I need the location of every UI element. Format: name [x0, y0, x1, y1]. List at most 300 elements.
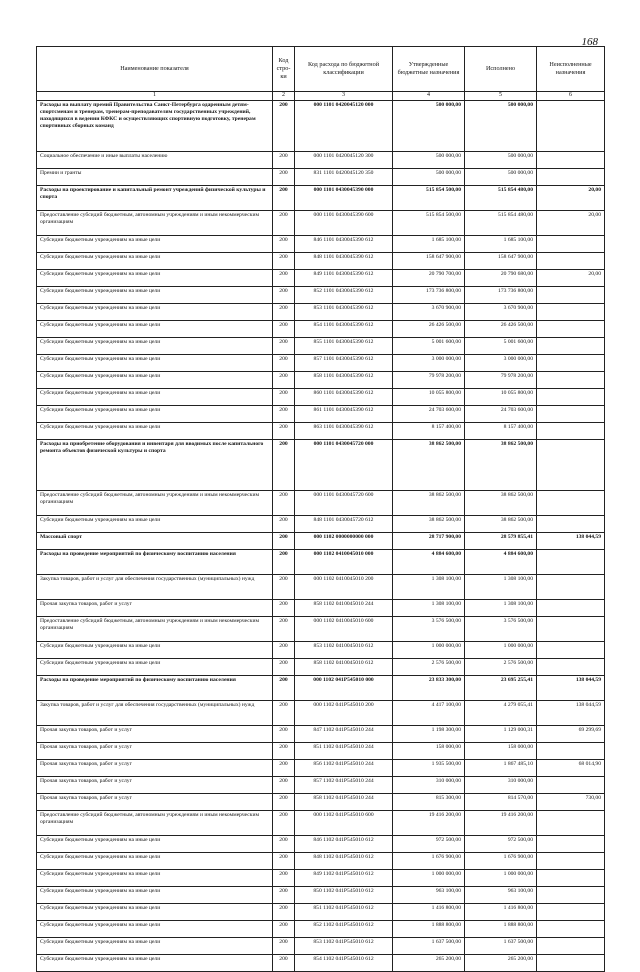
- row-line-code: 200: [273, 617, 295, 642]
- table-row: [37, 186, 605, 211]
- row-executed: 500 000,00: [465, 152, 537, 169]
- row-name: Прочая закупка товаров, работ и услуг: [37, 794, 273, 811]
- table-row: [37, 287, 605, 304]
- row-class-code: 000 1102 0000000000 000: [295, 533, 393, 550]
- row-executed: 963 100,00: [465, 887, 537, 904]
- row-approved: 1 637 500,00: [393, 938, 465, 955]
- row-unexecuted: [537, 152, 605, 169]
- row-unexecuted: [537, 938, 605, 955]
- row-class-code: 858 1101 0430045390 612: [295, 372, 393, 389]
- table-row: [37, 211, 605, 236]
- table-row: [37, 270, 605, 287]
- row-approved: 1 000 000,00: [393, 642, 465, 659]
- row-unexecuted: 20,00: [537, 211, 605, 236]
- row-class-code: 000 1102 0410045010 000: [295, 550, 393, 575]
- row-class-code: 000 1101 0430045390 600: [295, 211, 393, 236]
- row-class-code: 850 1102 041P545010 612: [295, 887, 393, 904]
- row-name: Субсидии бюджетным учреждениям на иные цели: [37, 904, 273, 921]
- row-name: Прочая закупка товаров, работ и услуг: [37, 743, 273, 760]
- row-name: Субсидии бюджетным учреждениям на иные цели: [37, 887, 273, 904]
- row-unexecuted: [537, 904, 605, 921]
- table-row: [37, 533, 605, 550]
- row-unexecuted: [537, 811, 605, 836]
- row-class-code: 861 1101 0430045390 612: [295, 406, 393, 423]
- header-approved: Утвержденные бюджетные назначения: [393, 47, 465, 92]
- row-executed: 515 854 480,00: [465, 186, 537, 211]
- row-approved: 38 862 500,00: [393, 440, 465, 491]
- row-approved: 815 300,00: [393, 794, 465, 811]
- row-executed: 265 200,00: [465, 955, 537, 972]
- row-approved: 28 717 900,00: [393, 533, 465, 550]
- row-name: Субсидии бюджетным учреждениям на иные цели: [37, 236, 273, 253]
- row-line-code: 200: [273, 304, 295, 321]
- row-executed: 4 279 055,41: [465, 701, 537, 726]
- row-executed: 1 416 800,00: [465, 904, 537, 921]
- row-unexecuted: [537, 642, 605, 659]
- row-line-code: 200: [273, 253, 295, 270]
- table-row: [37, 726, 605, 743]
- row-line-code: 200: [273, 870, 295, 887]
- row-name: Субсидии бюджетным учреждениям на иные цели: [37, 642, 273, 659]
- row-name: Субсидии бюджетным учреждениям на иные цели: [37, 853, 273, 870]
- row-executed: 1 676 900,00: [465, 853, 537, 870]
- row-approved: 38 862 500,00: [393, 516, 465, 533]
- table-body: [37, 101, 605, 972]
- row-class-code: 852 1101 0430045390 612: [295, 287, 393, 304]
- row-line-code: 200: [273, 600, 295, 617]
- row-unexecuted: 20,00: [537, 270, 605, 287]
- row-name: Прочая закупка товаров, работ и услуг: [37, 760, 273, 777]
- row-approved: 1 308 100,00: [393, 600, 465, 617]
- row-approved: 4 884 600,00: [393, 550, 465, 575]
- row-approved: 38 862 500,00: [393, 491, 465, 516]
- row-executed: 515 854 480,00: [465, 211, 537, 236]
- row-approved: 1 676 900,00: [393, 853, 465, 870]
- row-approved: 515 854 500,00: [393, 186, 465, 211]
- table-row: [37, 853, 605, 870]
- row-executed: 8 157 400,00: [465, 423, 537, 440]
- row-name: Расходы на проведение мероприятий по физическому воспитанию населения: [37, 550, 273, 575]
- row-line-code: 200: [273, 355, 295, 372]
- row-class-code: 846 1101 0430045390 612: [295, 236, 393, 253]
- row-approved: 1 935 500,00: [393, 760, 465, 777]
- table-row: [37, 355, 605, 372]
- row-class-code: 851 1102 041P545010 244: [295, 743, 393, 760]
- table-row: [37, 921, 605, 938]
- row-unexecuted: 20,00: [537, 186, 605, 211]
- row-line-code: 200: [273, 550, 295, 575]
- table-row: [37, 955, 605, 972]
- row-approved: 3 576 500,00: [393, 617, 465, 642]
- row-executed: 26 426 500,00: [465, 321, 537, 338]
- row-approved: 1 308 100,00: [393, 575, 465, 600]
- row-class-code: 000 1101 0430045720 600: [295, 491, 393, 516]
- row-line-code: 200: [273, 777, 295, 794]
- table-row: [37, 491, 605, 516]
- row-approved: 158 000,00: [393, 743, 465, 760]
- row-name: Субсидии бюджетным учреждениям на иные цели: [37, 836, 273, 853]
- table-row: [37, 600, 605, 617]
- row-executed: 972 500,00: [465, 836, 537, 853]
- row-unexecuted: [537, 836, 605, 853]
- row-executed: 814 570,00: [465, 794, 537, 811]
- row-line-code: 200: [273, 321, 295, 338]
- table-row: [37, 321, 605, 338]
- row-name: Предоставление субсидий бюджетным, автономным учреждениям и иным некоммерческим организациям: [37, 811, 273, 836]
- row-approved: 1 685 100,00: [393, 236, 465, 253]
- row-unexecuted: [537, 101, 605, 152]
- budget-execution-table: [36, 46, 605, 972]
- row-class-code: 852 1102 041P545010 612: [295, 921, 393, 938]
- row-approved: 2 576 500,00: [393, 659, 465, 676]
- row-executed: 23 695 255,41: [465, 676, 537, 701]
- row-approved: 265 200,00: [393, 955, 465, 972]
- row-approved: 20 790 700,00: [393, 270, 465, 287]
- row-executed: 310 000,00: [465, 777, 537, 794]
- table-row: [37, 659, 605, 676]
- row-approved: 963 100,00: [393, 887, 465, 904]
- row-executed: 1 888 800,00: [465, 921, 537, 938]
- row-unexecuted: 138 044,59: [537, 701, 605, 726]
- row-line-code: 200: [273, 921, 295, 938]
- table-row: [37, 575, 605, 600]
- row-line-code: 200: [273, 186, 295, 211]
- row-approved: 23 833 300,00: [393, 676, 465, 701]
- row-name: Субсидии бюджетным учреждениям на иные цели: [37, 406, 273, 423]
- row-name: Социальное обеспечение и иные выплаты населению: [37, 152, 273, 169]
- row-unexecuted: [537, 287, 605, 304]
- row-unexecuted: [537, 406, 605, 423]
- row-executed: 158 647 900,00: [465, 253, 537, 270]
- row-class-code: 863 1101 0430045390 612: [295, 423, 393, 440]
- row-name: Расходы на выплату премий Правительства Санкт-Петербурга одаренным детям-спортсменам и тренерам, тренерам-преподавателям государственных учреждений, находящихся в ведении КФКС и осуществляющих спортивную подготовку, тренерам спортивных сборных команд: [37, 101, 273, 152]
- row-class-code: 857 1102 041P545010 244: [295, 777, 393, 794]
- row-approved: 24 703 600,00: [393, 406, 465, 423]
- row-approved: 10 055 800,00: [393, 389, 465, 406]
- table-row: [37, 836, 605, 853]
- row-name: Субсидии бюджетным учреждениям на иные цели: [37, 355, 273, 372]
- row-name: Массовый спорт: [37, 533, 273, 550]
- row-executed: 38 862 500,00: [465, 516, 537, 533]
- row-approved: 500 000,00: [393, 101, 465, 152]
- row-unexecuted: 138 044,59: [537, 533, 605, 550]
- row-approved: 972 500,00: [393, 836, 465, 853]
- row-approved: 19 416 200,00: [393, 811, 465, 836]
- row-line-code: 200: [273, 533, 295, 550]
- row-unexecuted: [537, 321, 605, 338]
- row-executed: 1 308 100,00: [465, 600, 537, 617]
- row-approved: 1 198 300,00: [393, 726, 465, 743]
- row-class-code: 848 1101 0430045390 612: [295, 253, 393, 270]
- row-executed: 1 308 100,00: [465, 575, 537, 600]
- row-executed: 24 703 600,00: [465, 406, 537, 423]
- row-executed: 1 685 100,00: [465, 236, 537, 253]
- row-class-code: 849 1102 041P545010 612: [295, 870, 393, 887]
- row-name: Субсидии бюджетным учреждениям на иные цели: [37, 321, 273, 338]
- row-line-code: 200: [273, 389, 295, 406]
- row-unexecuted: [537, 955, 605, 972]
- row-unexecuted: [537, 921, 605, 938]
- column-number: 6: [537, 92, 605, 101]
- row-name: Субсидии бюджетным учреждениям на иные цели: [37, 338, 273, 355]
- row-executed: 20 790 680,00: [465, 270, 537, 287]
- table-row: [37, 372, 605, 389]
- column-number: 3: [295, 92, 393, 101]
- table-row: [37, 152, 605, 169]
- row-name: Расходы на проектирование и капитальный ремонт учреждений физической культуры и спорта: [37, 186, 273, 211]
- table-row: [37, 236, 605, 253]
- row-name: Субсидии бюджетным учреждениям на иные цели: [37, 389, 273, 406]
- table-row: [37, 550, 605, 575]
- row-line-code: 200: [273, 152, 295, 169]
- row-unexecuted: [537, 777, 605, 794]
- row-executed: 28 579 855,41: [465, 533, 537, 550]
- row-approved: 1 416 800,00: [393, 904, 465, 921]
- row-executed: 158 000,00: [465, 743, 537, 760]
- row-unexecuted: [537, 887, 605, 904]
- row-line-code: 200: [273, 955, 295, 972]
- header-class-code: Код расхода по бюджетной классификации: [295, 47, 393, 92]
- row-name: Прочая закупка товаров, работ и услуг: [37, 777, 273, 794]
- row-unexecuted: [537, 253, 605, 270]
- row-class-code: 000 1102 041P545010 200: [295, 701, 393, 726]
- column-number: 1: [37, 92, 273, 101]
- row-unexecuted: [537, 304, 605, 321]
- row-class-code: 000 1102 041P545010 600: [295, 811, 393, 836]
- row-line-code: 200: [273, 440, 295, 491]
- row-class-code: 855 1101 0430045390 612: [295, 338, 393, 355]
- row-unexecuted: 138 044,59: [537, 676, 605, 701]
- row-executed: 500 000,00: [465, 101, 537, 152]
- row-unexecuted: 68 014,90: [537, 760, 605, 777]
- table-row: [37, 794, 605, 811]
- row-line-code: 200: [273, 236, 295, 253]
- row-name: Субсидии бюджетным учреждениям на иные цели: [37, 423, 273, 440]
- row-line-code: 200: [273, 372, 295, 389]
- row-unexecuted: [537, 743, 605, 760]
- row-line-code: 200: [273, 169, 295, 186]
- table-row: [37, 516, 605, 533]
- row-class-code: 851 1102 041P545010 612: [295, 904, 393, 921]
- row-line-code: 200: [273, 676, 295, 701]
- row-unexecuted: [537, 575, 605, 600]
- row-name: Расходы на проведение мероприятий по физическому воспитанию населения: [37, 676, 273, 701]
- header-unexecuted: Неисполненные назначения: [537, 47, 605, 92]
- column-numbers-row: [37, 92, 605, 101]
- table-row: [37, 811, 605, 836]
- row-name: Субсидии бюджетным учреждениям на иные цели: [37, 938, 273, 955]
- row-approved: 515 854 500,00: [393, 211, 465, 236]
- row-executed: 1 129 000,31: [465, 726, 537, 743]
- row-unexecuted: [537, 372, 605, 389]
- row-unexecuted: 69 299,69: [537, 726, 605, 743]
- row-name: Субсидии бюджетным учреждениям на иные цели: [37, 516, 273, 533]
- table-row: [37, 938, 605, 955]
- row-unexecuted: [537, 600, 605, 617]
- row-approved: 158 647 900,00: [393, 253, 465, 270]
- row-class-code: 860 1101 0430045390 612: [295, 389, 393, 406]
- table-row: [37, 101, 605, 152]
- row-class-code: 853 1102 0410045010 612: [295, 642, 393, 659]
- row-name: Прочая закупка товаров, работ и услуг: [37, 600, 273, 617]
- row-class-code: 846 1102 041P545010 612: [295, 836, 393, 853]
- column-number: 2: [273, 92, 295, 101]
- row-line-code: 200: [273, 491, 295, 516]
- table-row: [37, 389, 605, 406]
- row-approved: 1 000 000,00: [393, 870, 465, 887]
- row-class-code: 853 1102 041P545010 612: [295, 938, 393, 955]
- row-class-code: 854 1102 041P545010 612: [295, 955, 393, 972]
- row-executed: 79 978 200,00: [465, 372, 537, 389]
- row-executed: 1 000 000,00: [465, 870, 537, 887]
- row-unexecuted: [537, 423, 605, 440]
- row-name: Закупка товаров, работ и услуг для обеспечения государственных (муниципальных) нужд: [37, 701, 273, 726]
- table-row: [37, 338, 605, 355]
- table-row: [37, 440, 605, 491]
- row-class-code: 858 1102 041P545010 244: [295, 794, 393, 811]
- table-row: [37, 887, 605, 904]
- row-approved: 500 000,00: [393, 169, 465, 186]
- row-unexecuted: [537, 389, 605, 406]
- row-name: Субсидии бюджетным учреждениям на иные цели: [37, 870, 273, 887]
- row-line-code: 200: [273, 811, 295, 836]
- row-line-code: 200: [273, 938, 295, 955]
- row-approved: 173 736 800,00: [393, 287, 465, 304]
- row-executed: 38 862 500,00: [465, 491, 537, 516]
- row-line-code: 200: [273, 794, 295, 811]
- row-name: Субсидии бюджетным учреждениям на иные цели: [37, 270, 273, 287]
- row-executed: 173 736 800,00: [465, 287, 537, 304]
- page-number: 168: [581, 36, 598, 48]
- row-unexecuted: [537, 659, 605, 676]
- header-line-code: Код стро-ки: [273, 47, 295, 92]
- table-row: [37, 743, 605, 760]
- row-name: Субсидии бюджетным учреждениям на иные цели: [37, 287, 273, 304]
- row-executed: 3 670 900,00: [465, 304, 537, 321]
- row-name: Субсидии бюджетным учреждениям на иные цели: [37, 659, 273, 676]
- row-executed: 38 862 500,00: [465, 440, 537, 491]
- row-class-code: 856 1102 041P545010 244: [295, 760, 393, 777]
- row-line-code: 200: [273, 853, 295, 870]
- row-unexecuted: [537, 338, 605, 355]
- row-unexecuted: [537, 236, 605, 253]
- row-name: Субсидии бюджетным учреждениям на иные цели: [37, 955, 273, 972]
- row-name: Прочая закупка товаров, работ и услуг: [37, 726, 273, 743]
- row-line-code: 200: [273, 659, 295, 676]
- row-line-code: 200: [273, 836, 295, 853]
- row-approved: 310 000,00: [393, 777, 465, 794]
- row-approved: 79 978 200,00: [393, 372, 465, 389]
- row-executed: 5 001 600,00: [465, 338, 537, 355]
- row-class-code: 849 1101 0430045390 612: [295, 270, 393, 287]
- row-unexecuted: [537, 870, 605, 887]
- row-unexecuted: [537, 440, 605, 491]
- header-name: Наименование показателя: [37, 47, 273, 92]
- row-name: Премии и гранты: [37, 169, 273, 186]
- row-executed: 500 000,00: [465, 169, 537, 186]
- row-approved: 3 000 000,00: [393, 355, 465, 372]
- table-header-row: [37, 47, 605, 92]
- row-approved: 3 670 900,00: [393, 304, 465, 321]
- row-unexecuted: [537, 355, 605, 372]
- row-line-code: 200: [273, 270, 295, 287]
- table-row: [37, 169, 605, 186]
- table-row: [37, 760, 605, 777]
- header-executed: Исполнено: [465, 47, 537, 92]
- row-executed: 1 867 485,10: [465, 760, 537, 777]
- row-line-code: 200: [273, 760, 295, 777]
- table-row: [37, 904, 605, 921]
- row-unexecuted: [537, 853, 605, 870]
- row-line-code: 200: [273, 101, 295, 152]
- row-class-code: 848 1102 041P545010 612: [295, 853, 393, 870]
- table-row: [37, 676, 605, 701]
- row-executed: 3 576 500,00: [465, 617, 537, 642]
- row-executed: 10 055 800,00: [465, 389, 537, 406]
- row-class-code: 857 1101 0430045390 612: [295, 355, 393, 372]
- row-name: Субсидии бюджетным учреждениям на иные цели: [37, 253, 273, 270]
- row-class-code: 858 1102 0410045010 612: [295, 659, 393, 676]
- table-row: [37, 406, 605, 423]
- row-executed: 4 884 600,00: [465, 550, 537, 575]
- row-class-code: 853 1101 0430045390 612: [295, 304, 393, 321]
- table-row: [37, 253, 605, 270]
- row-name: Расходы на приобретение оборудования и инвентаря для вводимых после капитального ремонта объектов физической культуры и спорта: [37, 440, 273, 491]
- row-class-code: 000 1102 041P545010 000: [295, 676, 393, 701]
- row-name: Предоставление субсидий бюджетным, автономным учреждениям и иным некоммерческим организациям: [37, 211, 273, 236]
- row-approved: 5 001 600,00: [393, 338, 465, 355]
- row-line-code: 200: [273, 642, 295, 659]
- row-class-code: 000 1101 0420045120 000: [295, 101, 393, 152]
- row-approved: 4 417 100,00: [393, 701, 465, 726]
- row-executed: 3 000 000,00: [465, 355, 537, 372]
- row-class-code: 000 1102 0410045010 600: [295, 617, 393, 642]
- row-unexecuted: [537, 169, 605, 186]
- row-line-code: 200: [273, 516, 295, 533]
- row-class-code: 000 1101 0420045120 300: [295, 152, 393, 169]
- row-line-code: 200: [273, 406, 295, 423]
- table-row: [37, 617, 605, 642]
- row-name: Закупка товаров, работ и услуг для обеспечения государственных (муниципальных) нужд: [37, 575, 273, 600]
- row-class-code: 848 1101 0430045720 612: [295, 516, 393, 533]
- row-line-code: 200: [273, 575, 295, 600]
- row-class-code: 000 1102 0410045010 200: [295, 575, 393, 600]
- row-unexecuted: [537, 617, 605, 642]
- row-class-code: 847 1102 041P545010 244: [295, 726, 393, 743]
- row-line-code: 200: [273, 423, 295, 440]
- column-number: 4: [393, 92, 465, 101]
- row-line-code: 200: [273, 338, 295, 355]
- row-executed: 2 576 500,00: [465, 659, 537, 676]
- row-class-code: 000 1101 0430045390 000: [295, 186, 393, 211]
- row-line-code: 200: [273, 743, 295, 760]
- table-row: [37, 777, 605, 794]
- row-name: Предоставление субсидий бюджетным, автономным учреждениям и иным некоммерческим организациям: [37, 491, 273, 516]
- row-class-code: 831 1101 0420045120 350: [295, 169, 393, 186]
- table-row: [37, 701, 605, 726]
- row-line-code: 200: [273, 904, 295, 921]
- row-name: Субсидии бюджетным учреждениям на иные цели: [37, 304, 273, 321]
- row-approved: 500 000,00: [393, 152, 465, 169]
- row-class-code: 000 1101 0430045720 000: [295, 440, 393, 491]
- row-class-code: 854 1101 0430045390 612: [295, 321, 393, 338]
- row-executed: 19 416 200,00: [465, 811, 537, 836]
- table-row: [37, 642, 605, 659]
- row-line-code: 200: [273, 726, 295, 743]
- row-unexecuted: 730,00: [537, 794, 605, 811]
- table-row: [37, 304, 605, 321]
- row-name: Предоставление субсидий бюджетным, автономным учреждениям и иным некоммерческим организациям: [37, 617, 273, 642]
